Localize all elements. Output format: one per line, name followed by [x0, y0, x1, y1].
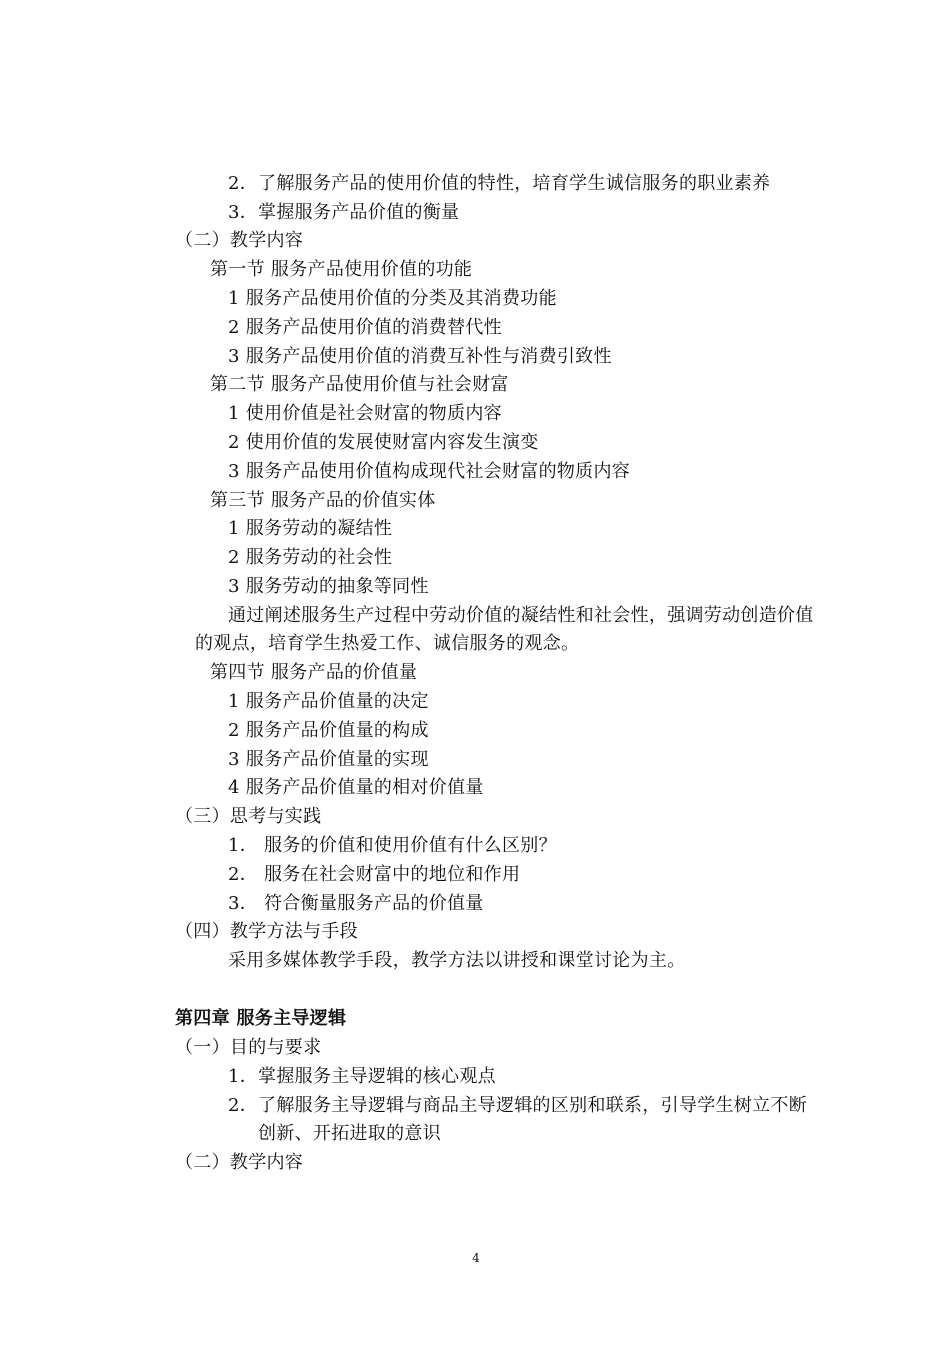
chapter-title: 第四章 服务主导逻辑 — [175, 1008, 347, 1029]
paragraph-line: 的观点，培育学生热爱工作、诚信服务的观念。 — [195, 633, 580, 654]
subsection-title-2: 第二节 服务产品使用价值与社会财富 — [210, 374, 509, 395]
objective-item: 2．了解服务主导逻辑与商品主导逻辑的区别和联系，引导学生树立不断 — [228, 1095, 808, 1116]
list-item: 2 服务劳动的社会性 — [228, 547, 393, 568]
list-item: 2 服务产品价值量的构成 — [228, 720, 429, 741]
paragraph-line: 采用多媒体教学手段，教学方法以讲授和课堂讨论为主。 — [228, 950, 686, 971]
list-item: 3 服务产品价值量的实现 — [228, 749, 429, 770]
list-item: 1． 服务的价值和使用价值有什么区别？ — [228, 835, 557, 856]
subsection-title-3: 第三节 服务产品的价值实体 — [210, 490, 436, 511]
list-item: 3． 符合衡量服务产品的价值量 — [228, 893, 484, 914]
list-item: 3 服务产品使用价值的消费互补性与消费引致性 — [228, 346, 612, 367]
list-item: 1 服务产品价值量的决定 — [228, 691, 429, 712]
list-item: 2 服务产品使用价值的消费替代性 — [228, 317, 502, 338]
list-item: 1 服务产品使用价值的分类及其消费功能 — [228, 288, 557, 309]
section-heading-practice: （三）思考与实践 — [175, 806, 322, 827]
objective-item: 1．掌握服务主导逻辑的核心观点 — [228, 1066, 496, 1087]
list-item: 2 使用价值的发展使财富内容发生演变 — [228, 432, 539, 453]
objective-item-2: 2．了解服务产品的使用价值的特性，培育学生诚信服务的职业素养 — [228, 173, 771, 194]
section-heading-methods: （四）教学方法与手段 — [175, 921, 358, 942]
list-item: 4 服务产品价值量的相对价值量 — [228, 777, 484, 798]
list-item: 1 服务劳动的凝结性 — [228, 518, 393, 539]
objective-item-continued: 创新、开拓进取的意识 — [258, 1123, 441, 1144]
objective-item-3: 3．掌握服务产品价值的衡量 — [228, 202, 460, 223]
section-heading-objectives: （一）目的与要求 — [175, 1037, 322, 1058]
subsection-title-4: 第四节 服务产品的价值量 — [210, 662, 418, 683]
list-item: 1 使用价值是社会财富的物质内容 — [228, 403, 502, 424]
subsection-title-1: 第一节 服务产品使用价值的功能 — [210, 259, 473, 280]
section-heading-teaching-content: （二）教学内容 — [175, 1152, 304, 1173]
list-item: 3 服务产品使用价值构成现代社会财富的物质内容 — [228, 461, 631, 482]
section-heading-teaching-content: （二）教学内容 — [175, 230, 304, 251]
list-item: 3 服务劳动的抽象等同性 — [228, 576, 429, 597]
page-number: 4 — [472, 1251, 480, 1265]
paragraph-line: 通过阐述服务生产过程中劳动价值的凝结性和社会性，强调劳动创造价值 — [228, 605, 814, 626]
list-item: 2． 服务在社会财富中的地位和作用 — [228, 864, 521, 885]
